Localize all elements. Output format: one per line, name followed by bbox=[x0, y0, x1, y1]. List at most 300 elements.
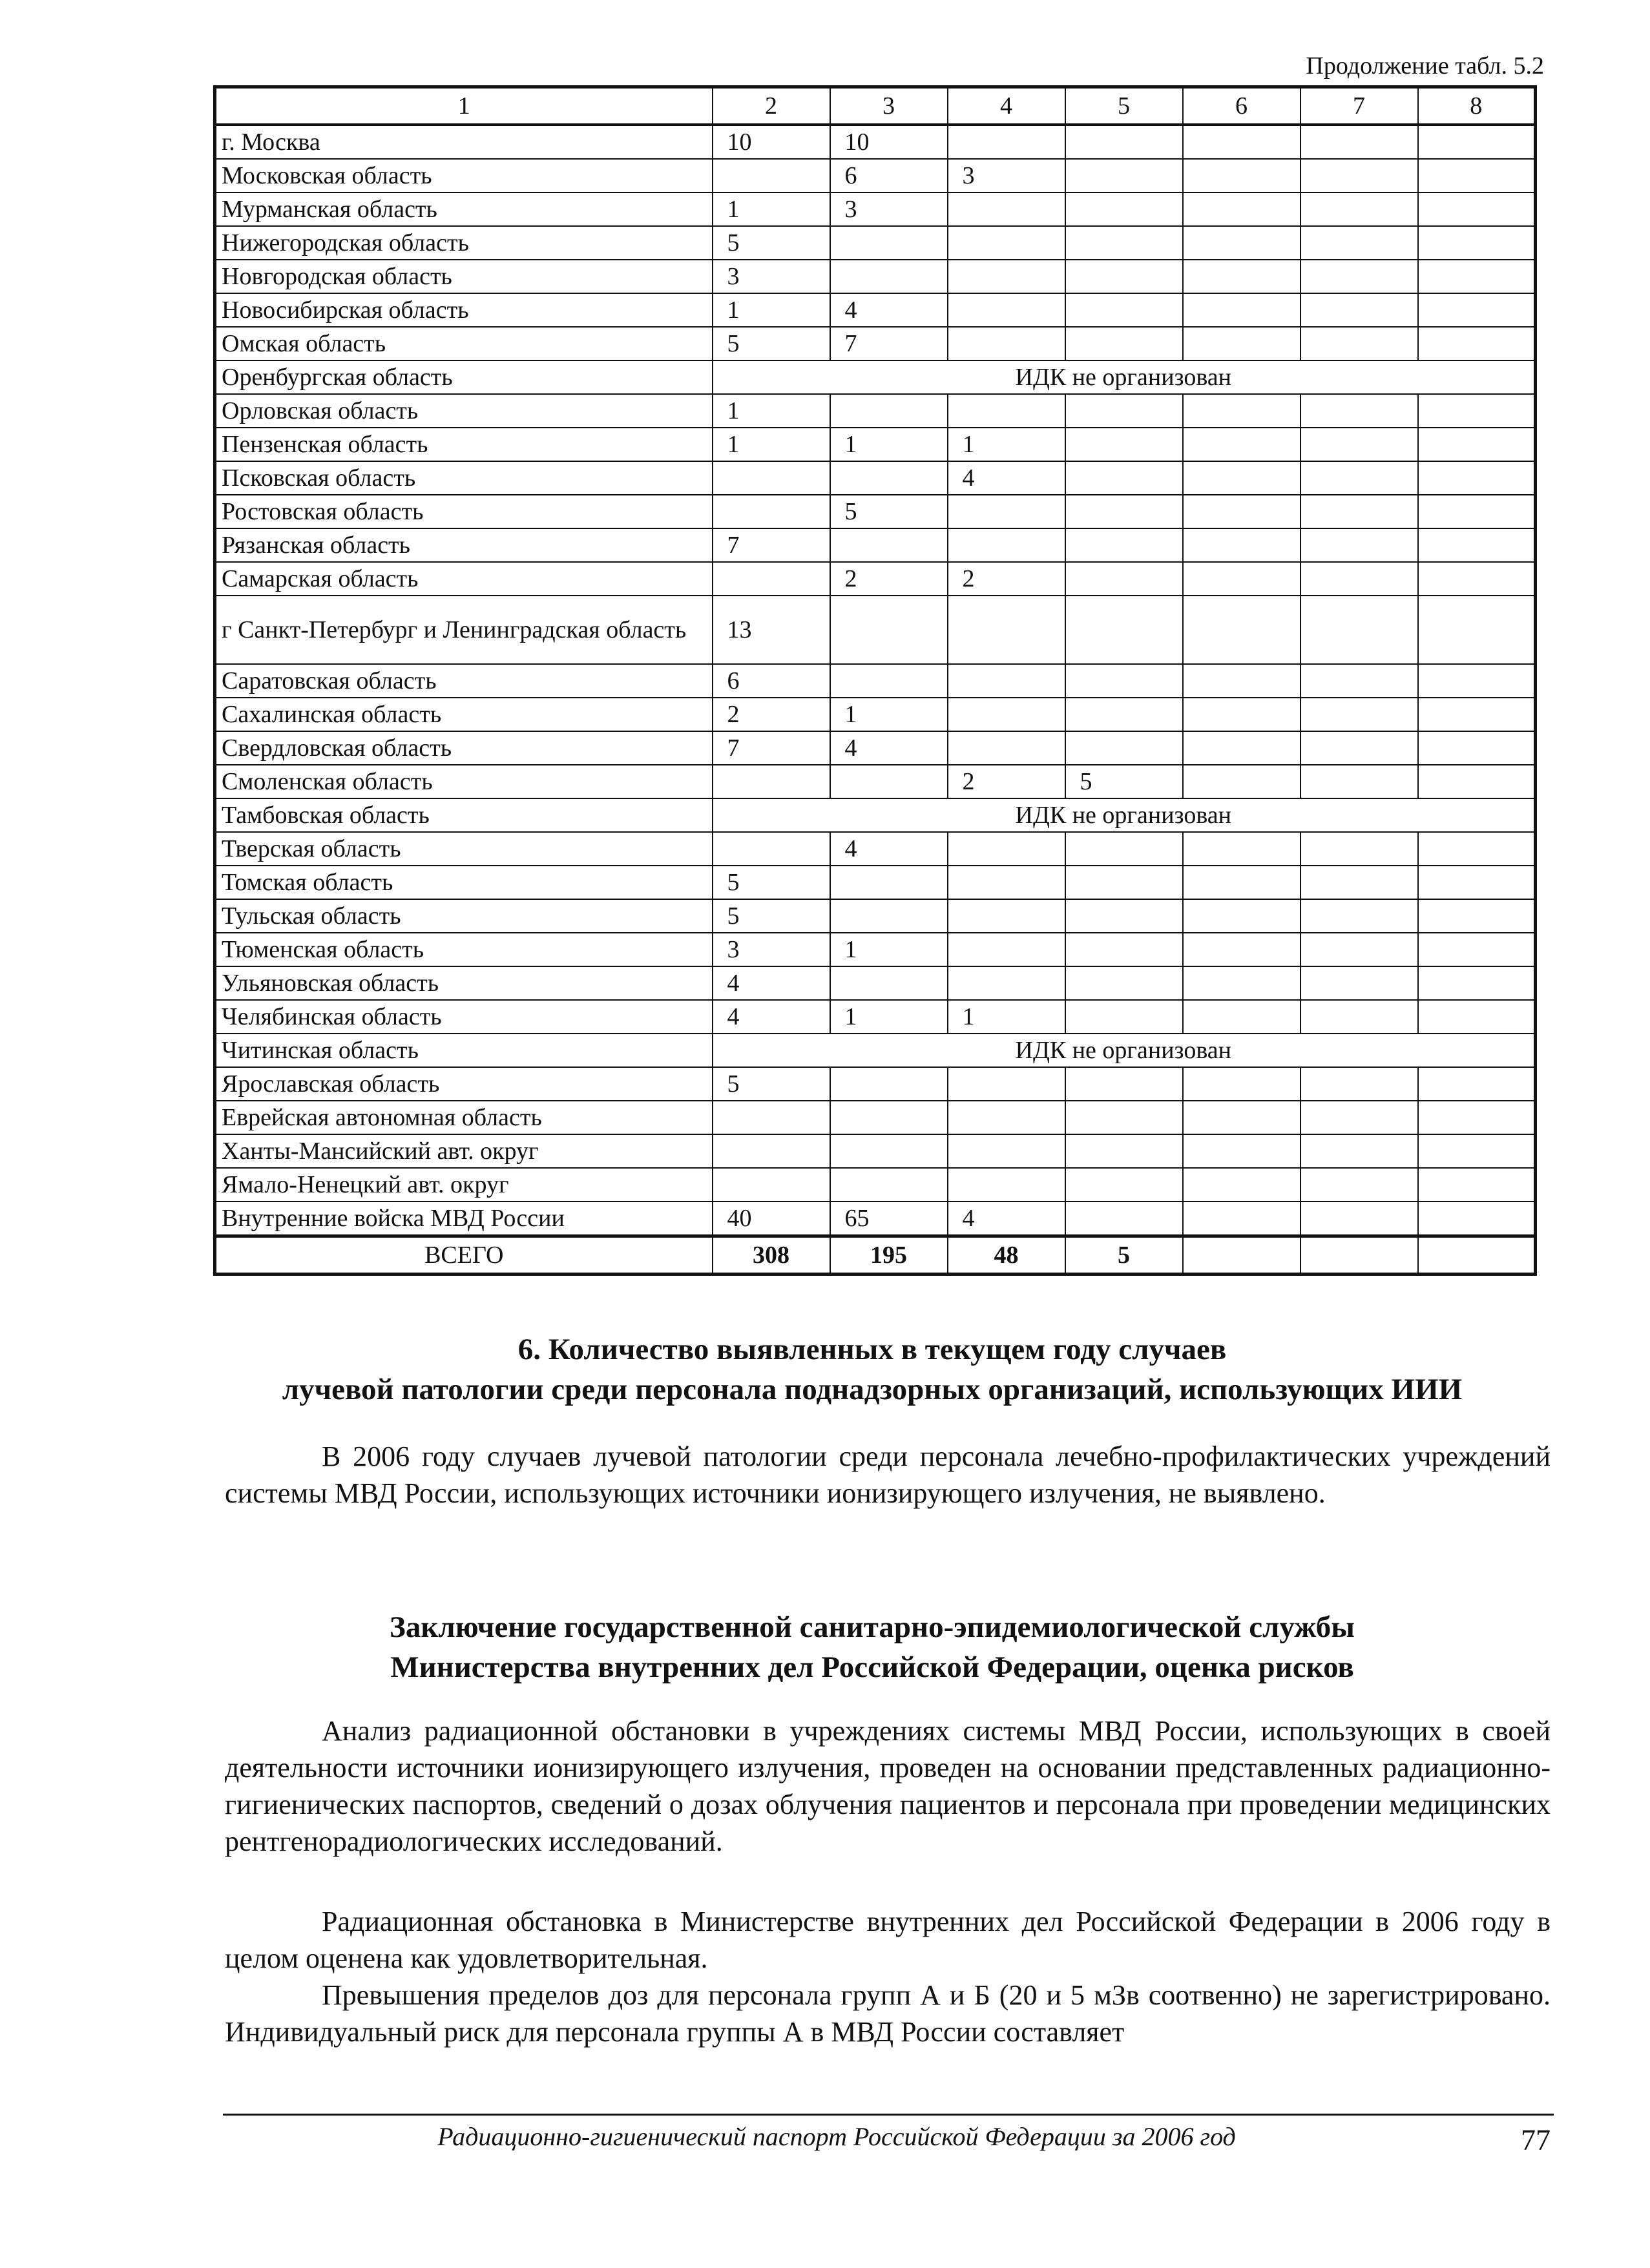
table-row bbox=[215, 1101, 1536, 1134]
total-value-cell bbox=[1300, 1236, 1418, 1274]
value-cell bbox=[1183, 192, 1300, 226]
value-cell: 4 bbox=[948, 461, 1065, 495]
column-header: 7 bbox=[1300, 87, 1418, 125]
value-cell bbox=[1418, 1067, 1536, 1101]
table-row bbox=[215, 765, 1536, 798]
value-cell bbox=[1065, 428, 1183, 461]
value-cell bbox=[830, 664, 948, 698]
value-cell bbox=[948, 327, 1065, 360]
table-row bbox=[215, 1134, 1536, 1168]
table-row bbox=[215, 226, 1536, 260]
section-6-paragraph-text: В 2006 году случаев лучевой патологии среди персонала лечебно-профилактических учреждений системы МВД России, использующих источники ионизирующего излучения, не выявлено. bbox=[225, 1441, 1551, 1509]
value-cell bbox=[1418, 495, 1536, 528]
value-cell bbox=[1183, 1101, 1300, 1134]
value-cell bbox=[1418, 933, 1536, 966]
value-cell: 3 bbox=[713, 260, 830, 293]
column-header: 2 bbox=[713, 87, 830, 125]
region-name-cell: Омская область bbox=[215, 327, 713, 360]
value-cell bbox=[1065, 192, 1183, 226]
region-name-cell: Свердловская область bbox=[215, 731, 713, 765]
value-cell bbox=[948, 394, 1065, 428]
value-cell: 1 bbox=[948, 1000, 1065, 1034]
conclusion-paragraph-2-text: Радиационная обстановка в Министерстве внутренних дел Российской Федерации в 2006 году в целом оценена как удовлетворительная. bbox=[225, 1906, 1551, 1974]
value-cell bbox=[1300, 765, 1418, 798]
value-cell bbox=[1300, 159, 1418, 192]
region-name-cell: Томская область bbox=[215, 866, 713, 899]
value-cell bbox=[1300, 933, 1418, 966]
value-cell bbox=[1300, 528, 1418, 562]
value-cell bbox=[1065, 1202, 1183, 1236]
value-cell bbox=[1418, 664, 1536, 698]
value-cell bbox=[1183, 1000, 1300, 1034]
value-cell bbox=[1300, 899, 1418, 933]
value-cell bbox=[1183, 765, 1300, 798]
region-name-cell: Саратовская область bbox=[215, 664, 713, 698]
value-cell bbox=[713, 562, 830, 596]
value-cell bbox=[1300, 731, 1418, 765]
value-cell bbox=[1183, 293, 1300, 327]
value-cell: 1 bbox=[948, 428, 1065, 461]
total-value-cell: 48 bbox=[948, 1236, 1065, 1274]
value-cell bbox=[1183, 495, 1300, 528]
region-name-cell: Московская область bbox=[215, 159, 713, 192]
value-cell bbox=[713, 159, 830, 192]
value-cell: 4 bbox=[713, 966, 830, 1000]
region-name-cell: Нижегородская область bbox=[215, 226, 713, 260]
region-name-cell: Челябинская область bbox=[215, 1000, 713, 1034]
value-cell: 4 bbox=[830, 731, 948, 765]
table-row bbox=[215, 394, 1536, 428]
value-cell bbox=[1418, 832, 1536, 866]
value-cell: 65 bbox=[830, 1202, 948, 1236]
value-cell: 4 bbox=[713, 1000, 830, 1034]
table-row bbox=[215, 360, 1536, 394]
value-cell bbox=[1065, 899, 1183, 933]
value-cell bbox=[1065, 1101, 1183, 1134]
table-row bbox=[215, 192, 1536, 226]
value-cell bbox=[1300, 1134, 1418, 1168]
value-cell bbox=[1418, 596, 1536, 664]
value-cell bbox=[1300, 461, 1418, 495]
table-row bbox=[215, 1168, 1536, 1202]
value-cell bbox=[1183, 1202, 1300, 1236]
conclusion-paragraph-1 bbox=[225, 1712, 1551, 1860]
value-cell bbox=[830, 394, 948, 428]
value-cell: 1 bbox=[830, 428, 948, 461]
region-name-cell: Тюменская область bbox=[215, 933, 713, 966]
value-cell bbox=[948, 192, 1065, 226]
value-cell bbox=[1183, 226, 1300, 260]
region-name-cell: Сахалинская область bbox=[215, 698, 713, 731]
value-cell bbox=[1183, 125, 1300, 159]
value-cell bbox=[948, 125, 1065, 159]
value-cell: 3 bbox=[948, 159, 1065, 192]
value-cell bbox=[713, 1168, 830, 1202]
value-cell: 4 bbox=[830, 293, 948, 327]
value-cell bbox=[948, 596, 1065, 664]
value-cell bbox=[1183, 899, 1300, 933]
conclusion-paragraph-3 bbox=[225, 1977, 1551, 2050]
value-cell bbox=[1065, 159, 1183, 192]
value-cell bbox=[1065, 226, 1183, 260]
value-cell bbox=[1418, 428, 1536, 461]
table-row bbox=[215, 698, 1536, 731]
not-organized-note: ИДК не организован bbox=[713, 1034, 1536, 1067]
value-cell bbox=[713, 1134, 830, 1168]
region-name-cell: Самарская область bbox=[215, 562, 713, 596]
total-row bbox=[215, 1236, 1536, 1274]
value-cell bbox=[948, 966, 1065, 1000]
value-cell bbox=[1183, 327, 1300, 360]
value-cell: 5 bbox=[830, 495, 948, 528]
value-cell bbox=[948, 226, 1065, 260]
total-value-cell: 308 bbox=[713, 1236, 830, 1274]
table-row bbox=[215, 866, 1536, 899]
value-cell bbox=[1065, 125, 1183, 159]
value-cell: 5 bbox=[713, 1067, 830, 1101]
value-cell: 1 bbox=[830, 698, 948, 731]
not-organized-note: ИДК не организован bbox=[713, 360, 1536, 394]
section-6-heading-line-1: 6. Количество выявленных в текущем году случаев bbox=[517, 1333, 1227, 1366]
section-6-paragraph bbox=[225, 1438, 1551, 1512]
value-cell bbox=[1065, 327, 1183, 360]
region-name-cell: г. Москва bbox=[215, 125, 713, 159]
value-cell bbox=[1065, 1134, 1183, 1168]
value-cell: 7 bbox=[713, 731, 830, 765]
value-cell bbox=[1300, 562, 1418, 596]
table-row bbox=[215, 562, 1536, 596]
value-cell bbox=[948, 528, 1065, 562]
value-cell: 40 bbox=[713, 1202, 830, 1236]
value-cell bbox=[1183, 933, 1300, 966]
column-header: 5 bbox=[1065, 87, 1183, 125]
value-cell bbox=[1300, 226, 1418, 260]
total-value-cell: 5 bbox=[1065, 1236, 1183, 1274]
value-cell bbox=[1418, 866, 1536, 899]
table-row bbox=[215, 125, 1536, 159]
table-row bbox=[215, 159, 1536, 192]
value-cell bbox=[1418, 327, 1536, 360]
value-cell bbox=[1418, 226, 1536, 260]
value-cell bbox=[1418, 698, 1536, 731]
table-row bbox=[215, 327, 1536, 360]
value-cell bbox=[1418, 528, 1536, 562]
value-cell bbox=[1183, 428, 1300, 461]
table-caption: Продолжение табл. 5.2 bbox=[1306, 52, 1544, 79]
conclusion-paragraph-3-text: Превышения пределов доз для персонала групп А и Б (20 и 5 мЗв соотвенно) не зарегистрировано. Индивидуальный риск для персонала группы А в МВД России составляет bbox=[225, 1979, 1551, 2048]
region-name-cell: Ярославская область bbox=[215, 1067, 713, 1101]
footer-divider bbox=[223, 2114, 1554, 2116]
value-cell bbox=[1065, 664, 1183, 698]
region-name-cell: Новосибирская область bbox=[215, 293, 713, 327]
value-cell bbox=[1183, 731, 1300, 765]
value-cell bbox=[1183, 832, 1300, 866]
value-cell bbox=[1300, 664, 1418, 698]
table-row bbox=[215, 528, 1536, 562]
table-header-row bbox=[215, 87, 1536, 125]
region-name-cell: Новгородская область bbox=[215, 260, 713, 293]
value-cell bbox=[830, 765, 948, 798]
value-cell bbox=[1183, 159, 1300, 192]
value-cell bbox=[1065, 1067, 1183, 1101]
value-cell bbox=[1065, 832, 1183, 866]
table-row bbox=[215, 596, 1536, 664]
value-cell bbox=[1418, 765, 1536, 798]
table-row bbox=[215, 1202, 1536, 1236]
value-cell: 5 bbox=[1065, 765, 1183, 798]
region-name-cell: Ямало-Ненецкий авт. округ bbox=[215, 1168, 713, 1202]
region-name-cell: Тверская область bbox=[215, 832, 713, 866]
value-cell bbox=[1300, 1168, 1418, 1202]
value-cell bbox=[1418, 125, 1536, 159]
value-cell bbox=[948, 495, 1065, 528]
table-row bbox=[215, 798, 1536, 832]
value-cell: 2 bbox=[948, 562, 1065, 596]
value-cell bbox=[1183, 866, 1300, 899]
value-cell bbox=[1065, 394, 1183, 428]
value-cell bbox=[1183, 1067, 1300, 1101]
region-name-cell: Еврейская автономная область bbox=[215, 1101, 713, 1134]
value-cell bbox=[830, 226, 948, 260]
value-cell bbox=[1183, 461, 1300, 495]
value-cell bbox=[1418, 1134, 1536, 1168]
total-value-cell: 195 bbox=[830, 1236, 948, 1274]
region-name-cell: Ростовская область bbox=[215, 495, 713, 528]
region-name-cell: Ульяновская область bbox=[215, 966, 713, 1000]
value-cell bbox=[1418, 562, 1536, 596]
value-cell: 1 bbox=[713, 293, 830, 327]
data-table bbox=[213, 85, 1537, 1276]
value-cell bbox=[1065, 933, 1183, 966]
region-name-cell: Орловская область bbox=[215, 394, 713, 428]
value-cell bbox=[1418, 461, 1536, 495]
value-cell bbox=[1418, 260, 1536, 293]
value-cell bbox=[1065, 866, 1183, 899]
value-cell bbox=[1300, 1000, 1418, 1034]
value-cell: 10 bbox=[713, 125, 830, 159]
section-6-heading-line-2: лучевой патологии среди персонала поднадзорных организаций, использующих ИИИ bbox=[282, 1373, 1463, 1406]
value-cell bbox=[948, 698, 1065, 731]
value-cell bbox=[1183, 596, 1300, 664]
value-cell bbox=[830, 1134, 948, 1168]
column-header: 8 bbox=[1418, 87, 1536, 125]
value-cell bbox=[1065, 293, 1183, 327]
value-cell: 1 bbox=[713, 428, 830, 461]
value-cell bbox=[830, 966, 948, 1000]
table-body bbox=[215, 87, 1536, 1274]
value-cell bbox=[830, 596, 948, 664]
value-cell bbox=[948, 731, 1065, 765]
value-cell bbox=[1300, 1067, 1418, 1101]
table-row bbox=[215, 1000, 1536, 1034]
value-cell: 2 bbox=[713, 698, 830, 731]
value-cell: 2 bbox=[948, 765, 1065, 798]
value-cell bbox=[1418, 394, 1536, 428]
value-cell bbox=[1065, 495, 1183, 528]
value-cell: 10 bbox=[830, 125, 948, 159]
value-cell: 5 bbox=[713, 226, 830, 260]
value-cell bbox=[1183, 1168, 1300, 1202]
value-cell bbox=[1300, 192, 1418, 226]
value-cell bbox=[948, 933, 1065, 966]
value-cell bbox=[1418, 293, 1536, 327]
value-cell bbox=[1418, 731, 1536, 765]
value-cell bbox=[948, 866, 1065, 899]
table-row bbox=[215, 731, 1536, 765]
value-cell bbox=[1418, 159, 1536, 192]
value-cell: 7 bbox=[830, 327, 948, 360]
region-name-cell: Читинская область bbox=[215, 1034, 713, 1067]
column-header: 4 bbox=[948, 87, 1065, 125]
value-cell bbox=[1300, 698, 1418, 731]
table-row bbox=[215, 966, 1536, 1000]
value-cell: 5 bbox=[713, 866, 830, 899]
conclusion-heading bbox=[194, 1607, 1551, 1687]
value-cell bbox=[1065, 562, 1183, 596]
value-cell: 4 bbox=[830, 832, 948, 866]
region-name-cell: Смоленская область bbox=[215, 765, 713, 798]
region-name-cell: Мурманская область bbox=[215, 192, 713, 226]
value-cell bbox=[1418, 899, 1536, 933]
value-cell bbox=[1183, 664, 1300, 698]
region-name-cell: Псковская область bbox=[215, 461, 713, 495]
value-cell bbox=[948, 1101, 1065, 1134]
conclusion-heading-line-1: Заключение государственной санитарно-эпидемиологической службы bbox=[390, 1610, 1355, 1644]
value-cell bbox=[1065, 260, 1183, 293]
value-cell: 3 bbox=[830, 192, 948, 226]
value-cell bbox=[1183, 966, 1300, 1000]
value-cell: 7 bbox=[713, 528, 830, 562]
value-cell bbox=[1300, 260, 1418, 293]
section-6-heading bbox=[194, 1329, 1551, 1410]
column-header: 6 bbox=[1183, 87, 1300, 125]
value-cell: 4 bbox=[948, 1202, 1065, 1236]
value-cell bbox=[830, 1168, 948, 1202]
value-cell bbox=[948, 260, 1065, 293]
value-cell bbox=[1183, 1134, 1300, 1168]
value-cell bbox=[948, 1168, 1065, 1202]
value-cell bbox=[1300, 327, 1418, 360]
value-cell bbox=[1418, 1101, 1536, 1134]
table-row bbox=[215, 664, 1536, 698]
value-cell bbox=[830, 899, 948, 933]
value-cell bbox=[1065, 731, 1183, 765]
region-name-cell: Тамбовская область bbox=[215, 798, 713, 832]
column-header: 3 bbox=[830, 87, 948, 125]
value-cell bbox=[830, 461, 948, 495]
table-row bbox=[215, 461, 1536, 495]
value-cell bbox=[1183, 698, 1300, 731]
value-cell: 5 bbox=[713, 327, 830, 360]
value-cell bbox=[1065, 966, 1183, 1000]
value-cell bbox=[713, 1101, 830, 1134]
region-name-cell: Тульская область bbox=[215, 899, 713, 933]
value-cell bbox=[1300, 125, 1418, 159]
value-cell bbox=[1418, 1000, 1536, 1034]
value-cell: 2 bbox=[830, 562, 948, 596]
value-cell: 1 bbox=[713, 192, 830, 226]
value-cell: 6 bbox=[713, 664, 830, 698]
value-cell bbox=[1300, 1202, 1418, 1236]
value-cell bbox=[1300, 1101, 1418, 1134]
value-cell bbox=[948, 293, 1065, 327]
value-cell bbox=[1065, 461, 1183, 495]
value-cell bbox=[1300, 495, 1418, 528]
value-cell: 5 bbox=[713, 899, 830, 933]
total-value-cell bbox=[1183, 1236, 1300, 1274]
region-name-cell: Рязанская область bbox=[215, 528, 713, 562]
data-table-container bbox=[213, 85, 1521, 1276]
value-cell bbox=[1300, 596, 1418, 664]
value-cell bbox=[948, 664, 1065, 698]
total-value-cell bbox=[1418, 1236, 1536, 1274]
table-row bbox=[215, 832, 1536, 866]
value-cell bbox=[948, 832, 1065, 866]
value-cell: 13 bbox=[713, 596, 830, 664]
value-cell bbox=[1183, 260, 1300, 293]
footer-title: Радиационно-гигиенический паспорт Российской Федерации за 2006 год bbox=[437, 2122, 1236, 2151]
value-cell bbox=[1300, 394, 1418, 428]
value-cell bbox=[1300, 966, 1418, 1000]
value-cell bbox=[1065, 1168, 1183, 1202]
region-name-cell: Внутренние войска МВД России bbox=[215, 1202, 713, 1236]
column-header: 1 bbox=[215, 87, 713, 125]
value-cell bbox=[1183, 528, 1300, 562]
table-row bbox=[215, 293, 1536, 327]
value-cell bbox=[1300, 866, 1418, 899]
table-row bbox=[215, 495, 1536, 528]
value-cell bbox=[830, 260, 948, 293]
value-cell bbox=[1418, 1202, 1536, 1236]
value-cell bbox=[1065, 1000, 1183, 1034]
table-row bbox=[215, 1034, 1536, 1067]
value-cell bbox=[713, 765, 830, 798]
value-cell bbox=[948, 1067, 1065, 1101]
value-cell bbox=[948, 1134, 1065, 1168]
value-cell bbox=[1065, 528, 1183, 562]
not-organized-note: ИДК не организован bbox=[713, 798, 1536, 832]
conclusion-heading-line-2: Министерства внутренних дел Российской Федерации, оценка рисков bbox=[390, 1650, 1354, 1684]
value-cell bbox=[830, 1101, 948, 1134]
value-cell bbox=[1183, 562, 1300, 596]
value-cell bbox=[1418, 192, 1536, 226]
value-cell: 6 bbox=[830, 159, 948, 192]
value-cell bbox=[1300, 832, 1418, 866]
page-number: 77 bbox=[1521, 2123, 1551, 2156]
total-label-cell: ВСЕГО bbox=[215, 1236, 713, 1274]
table-row bbox=[215, 1067, 1536, 1101]
value-cell bbox=[713, 495, 830, 528]
value-cell bbox=[1418, 966, 1536, 1000]
value-cell bbox=[1300, 428, 1418, 461]
region-name-cell: Ханты-Мансийский авт. округ bbox=[215, 1134, 713, 1168]
value-cell bbox=[713, 832, 830, 866]
table-row bbox=[215, 899, 1536, 933]
value-cell: 1 bbox=[830, 933, 948, 966]
value-cell bbox=[1183, 394, 1300, 428]
conclusion-paragraph-1-text: Анализ радиационной обстановки в учреждениях системы МВД России, использующих в своей деятельности источники ионизирующего излучения, проведен на основании представленных радиационно-гигиенических паспортов, сведений о дозах облучения пациентов и персонала при проведении медицинских рентгенорадиологических исследований. bbox=[225, 1715, 1551, 1857]
value-cell bbox=[830, 866, 948, 899]
conclusion-paragraph-2 bbox=[225, 1903, 1551, 1977]
value-cell bbox=[948, 899, 1065, 933]
table-row bbox=[215, 933, 1536, 966]
value-cell bbox=[830, 528, 948, 562]
value-cell: 1 bbox=[830, 1000, 948, 1034]
value-cell bbox=[1418, 1168, 1536, 1202]
value-cell bbox=[1065, 698, 1183, 731]
value-cell bbox=[1300, 293, 1418, 327]
region-name-cell: Пензенская область bbox=[215, 428, 713, 461]
